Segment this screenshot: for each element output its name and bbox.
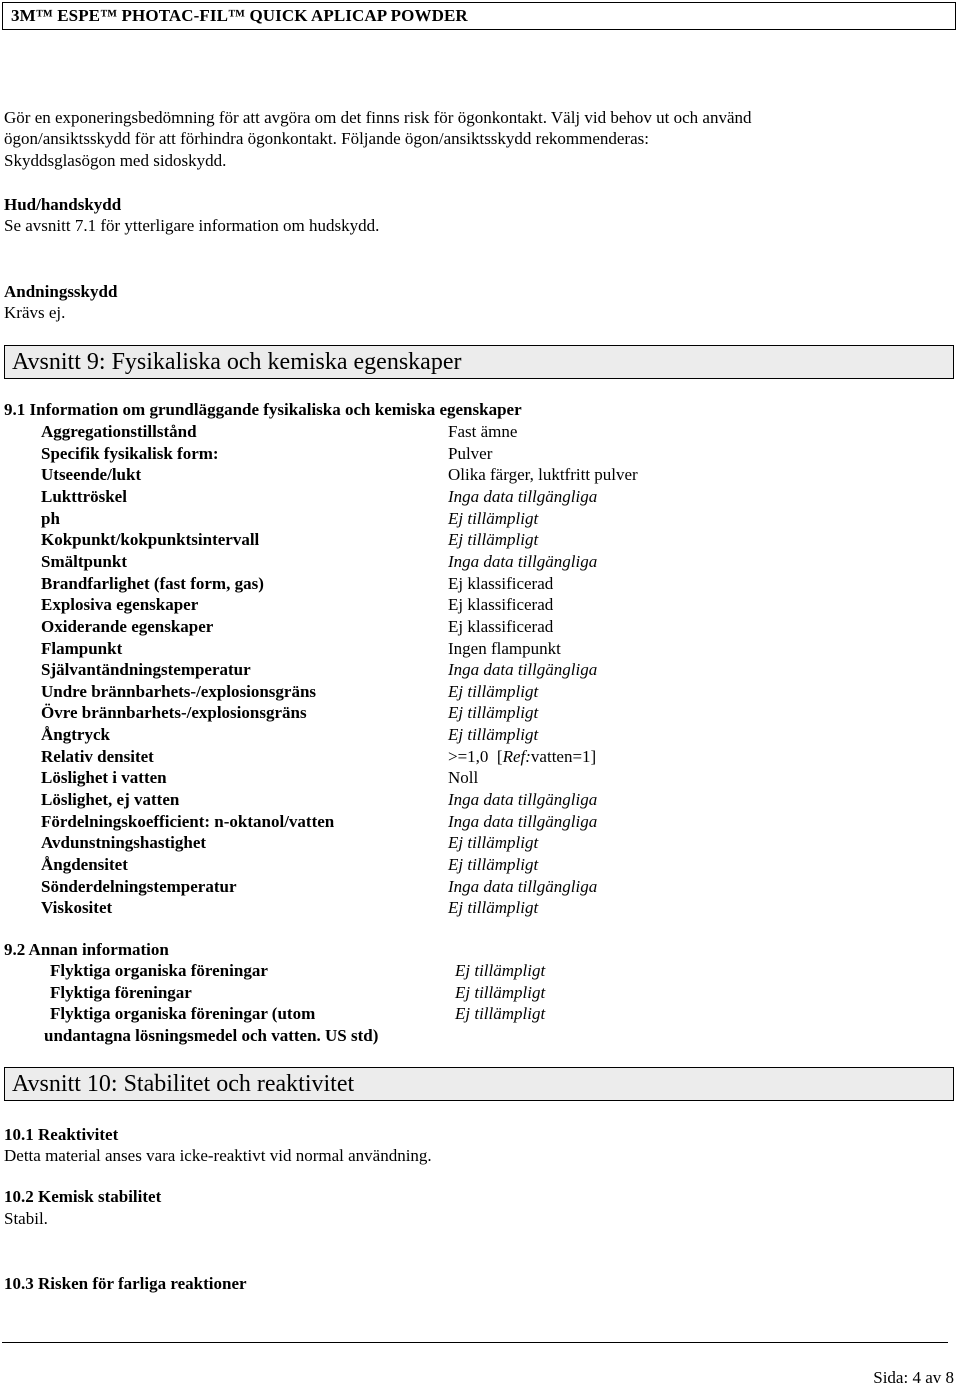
property-label: Flampunkt — [41, 639, 123, 658]
property-label: Avdunstningshastighet — [41, 833, 207, 852]
other-info-continuation: undantagna lösningsmedel och vatten. US std) — [44, 1026, 379, 1045]
property-label: ph — [41, 509, 60, 528]
other-info-value: Ej tillämpligt — [455, 983, 546, 1002]
property-value: Pulver — [448, 444, 493, 463]
property-value: Olika färger, luktfritt pulver — [448, 465, 638, 484]
property-label: Självantändningstemperatur — [41, 660, 251, 679]
property-label: Relativ densitet — [41, 747, 154, 766]
property-value: Ej tillämpligt — [448, 898, 539, 917]
property-value-suffix: vatten=1] — [530, 747, 597, 766]
property-label: Löslighet i vatten — [41, 768, 167, 787]
section-9-title: Avsnitt 9: Fysikaliska och kemiska egenskaper — [12, 349, 462, 375]
property-value: Ej tillämpligt — [448, 725, 539, 744]
property-value: Ej tillämpligt — [448, 703, 539, 722]
respiratory-protection-text: Krävs ej. — [4, 303, 66, 322]
subsection-10-1-text: Detta material anses vara icke-reaktivt vid normal användning. — [4, 1146, 432, 1165]
property-value: Ej tillämpligt — [448, 682, 539, 701]
skin-protection-text: Se avsnitt 7.1 för ytterligare information om hudskydd. — [4, 216, 380, 235]
property-label: Löslighet, ej vatten — [41, 790, 180, 809]
property-value — [448, 746, 596, 767]
property-value: Ej klassificerad — [448, 574, 554, 593]
footer-divider — [2, 1342, 948, 1343]
property-label: Aggregationstillstånd — [41, 422, 197, 441]
property-value: Inga data tillgängliga — [448, 552, 598, 571]
property-value: Inga data tillgängliga — [448, 487, 598, 506]
property-label: Kokpunkt/kokpunktsintervall — [41, 530, 260, 549]
property-label: Smältpunkt — [41, 552, 127, 571]
property-label: Viskositet — [41, 898, 113, 917]
subsection-9-2-heading: 9.2 Annan information — [4, 940, 169, 959]
property-value: Ej tillämpligt — [448, 833, 539, 852]
product-title: 3M™ ESPE™ PHOTAC-FIL™ QUICK APLICAP POWDER — [11, 6, 468, 25]
property-label: Undre brännbarhets-/explosionsgräns — [41, 682, 317, 701]
eye-protection-line-2: ögon/ansiktsskydd för att förhindra ögonkontakt. Följande ögon/ansiktsskydd rekommenderas: — [4, 129, 649, 148]
page-number: Sida: 4 av 8 — [873, 1368, 954, 1387]
property-label: Specifik fysikalisk form: — [41, 444, 219, 463]
subsection-10-2-text: Stabil. — [4, 1209, 48, 1228]
other-info-value: Ej tillämpligt — [455, 961, 546, 980]
property-value: Ej tillämpligt — [448, 530, 539, 549]
other-info-label: Flyktiga organiska föreningar (utom — [50, 1004, 316, 1023]
subsection-10-3-heading: 10.3 Risken för farliga reaktioner — [4, 1274, 247, 1293]
property-value: Noll — [448, 768, 479, 787]
property-value: Ej klassificerad — [448, 617, 554, 636]
property-label: Ångtryck — [41, 725, 110, 744]
property-value: Inga data tillgängliga — [448, 812, 598, 831]
other-info-label: Flyktiga organiska föreningar — [50, 961, 268, 980]
other-info-label: Flyktiga föreningar — [50, 983, 192, 1002]
property-value: Ingen flampunkt — [448, 639, 561, 658]
other-info-value: Ej tillämpligt — [455, 1004, 546, 1023]
property-value: Fast ämne — [448, 422, 518, 441]
property-label: Sönderdelningstemperatur — [41, 877, 237, 896]
subsection-10-2-heading: 10.2 Kemisk stabilitet — [4, 1187, 162, 1206]
property-label: Explosiva egenskaper — [41, 595, 199, 614]
property-value: Ej tillämpligt — [448, 509, 539, 528]
property-value: Inga data tillgängliga — [448, 660, 598, 679]
property-value: Inga data tillgängliga — [448, 790, 598, 809]
property-value-ref: Ref: — [502, 747, 531, 766]
subsection-10-1-heading: 10.1 Reaktivitet — [4, 1125, 119, 1144]
respiratory-protection-heading: Andningsskydd — [4, 282, 118, 301]
property-label: Oxiderande egenskaper — [41, 617, 214, 636]
subsection-9-1-heading: 9.1 Information om grundläggande fysikaliska och kemiska egenskaper — [4, 400, 522, 419]
eye-protection-line-3: Skyddsglasögon med sidoskydd. — [4, 151, 227, 170]
section-10-title: Avsnitt 10: Stabilitet och reaktivitet — [12, 1071, 355, 1097]
property-label: Lukttröskel — [41, 487, 127, 506]
property-value: Ej klassificerad — [448, 595, 554, 614]
property-value: Ej tillämpligt — [448, 855, 539, 874]
property-value-prefix: >=1,0 [ — [448, 747, 503, 766]
property-label: Brandfarlighet (fast form, gas) — [41, 574, 264, 593]
skin-protection-heading: Hud/handskydd — [4, 195, 122, 214]
property-label: Fördelningskoefficient: n-oktanol/vatten — [41, 812, 335, 831]
property-value: Inga data tillgängliga — [448, 877, 598, 896]
property-label: Utseende/lukt — [41, 465, 142, 484]
property-label: Ångdensitet — [41, 855, 128, 874]
property-label: Övre brännbarhets-/explosionsgräns — [41, 703, 307, 722]
document-header — [2, 2, 956, 30]
eye-protection-line-1: Gör en exponeringsbedömning för att avgöra om det finns risk för ögonkontakt. Välj vid behov ut och använd — [4, 108, 752, 127]
